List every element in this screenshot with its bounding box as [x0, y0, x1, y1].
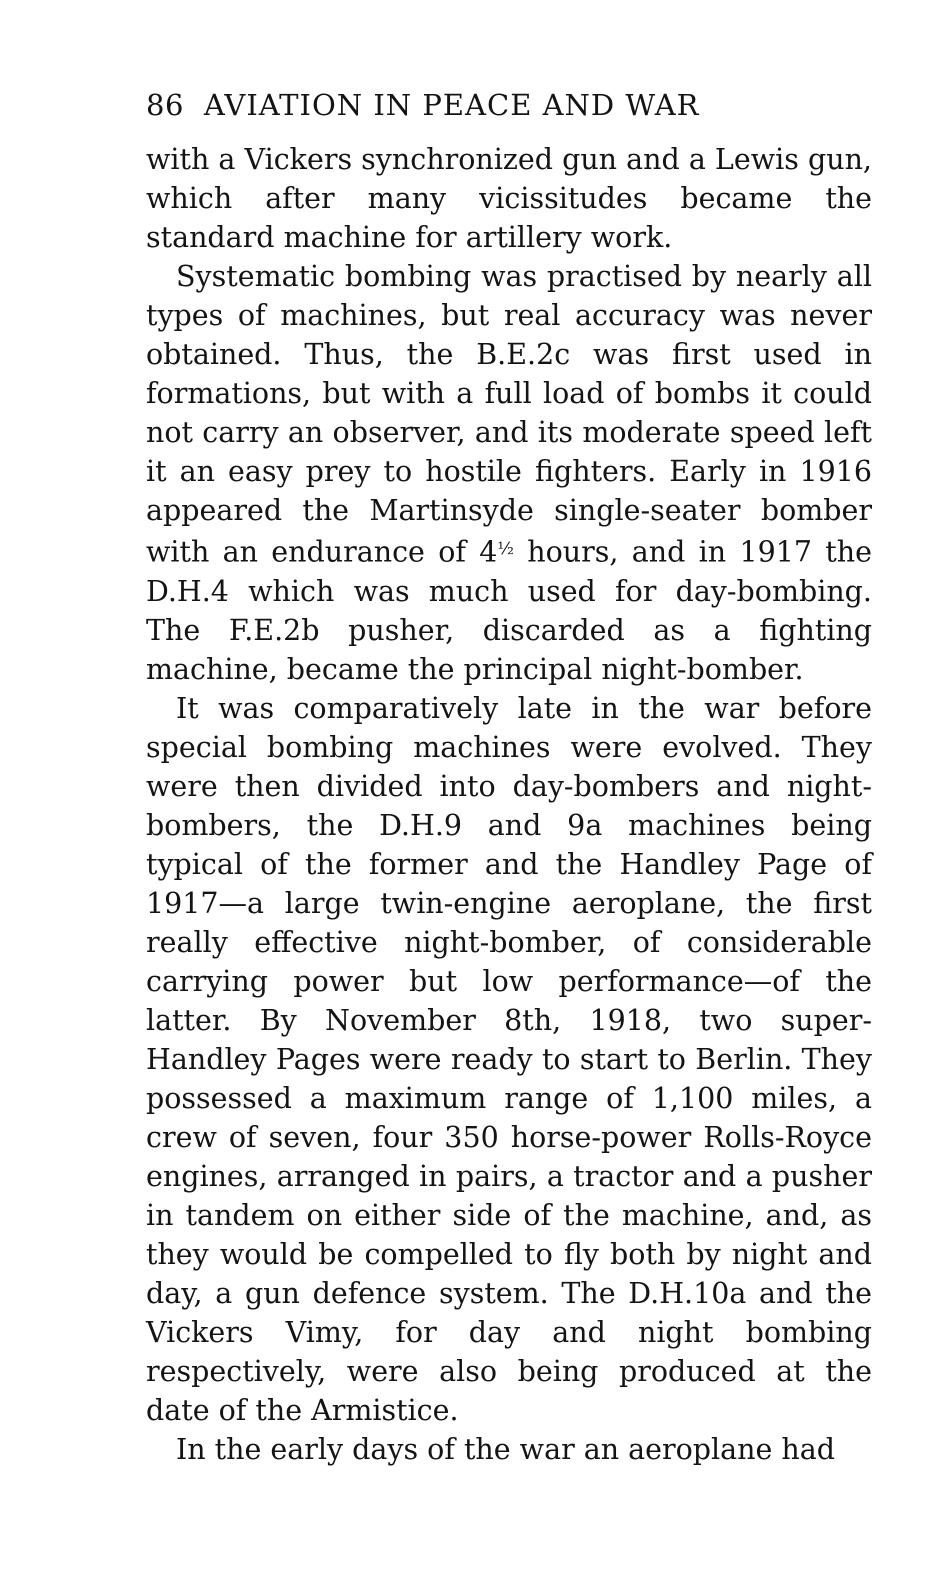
body-text	[146, 140, 872, 1469]
paragraph-text-part: Systematic bombing was practised by nearly all types of machines, but real accuracy was never obtained. Thus, the B.E.2c was first used in formations, but with a full load of bombs it could not carry an observer, and its moderate speed left it an easy prey to hostile fighters. Early in 1916 appeared the Martinsyde single-seater bomber with an endurance of 4	[146, 260, 872, 569]
paragraph-text: with a Vickers synchronized gun and a Lewis gun, which after many vicissitudes became the standard machine for artillery work.	[146, 143, 872, 254]
paragraph-text-part: hours, and in 1917 the D.H.4 which was much used for day-bombing. The F.E.2b pusher, discarded as a fighting machine, became the principal night-bomber.	[146, 535, 872, 686]
paragraph-continuation	[146, 140, 872, 257]
paragraph-early-days	[146, 1430, 872, 1469]
paragraph-special-bombers	[146, 689, 872, 1430]
page-header	[146, 86, 872, 124]
page-number: 86	[146, 88, 184, 122]
paragraph-text: It was comparatively late in the war before special bombing machines were evolved. They were then divided into day-bombers and night-bombers, the D.H.9 and 9a machines being typical of the former and the Handley Page of 1917—a large twin-engine aeroplane, the first really effective night-bomber, of considerable carrying power but low performance—of the latter. By November 8th, 1918, two super-Handley Pages were ready to start to Berlin. They possessed a maximum range of 1,100 miles, a crew of seven, four 350 horse-power Rolls-Royce engines, arranged in pairs, a tractor and a pusher in tandem on either side of the machine, and, as they would be compelled to fly both by night and day, a gun defence system. The D.H.10a and the Vickers Vimy, for day and night bombing respectively, were also being produced at the date of the Armistice.	[146, 691, 872, 1427]
fraction-half: ½	[497, 539, 514, 559]
paragraph-text: In the early days of the war an aeroplane had	[176, 1432, 836, 1466]
book-page	[146, 86, 872, 1469]
paragraph-bombing	[146, 257, 872, 689]
running-title: AVIATION IN PEACE AND WAR	[203, 88, 700, 122]
